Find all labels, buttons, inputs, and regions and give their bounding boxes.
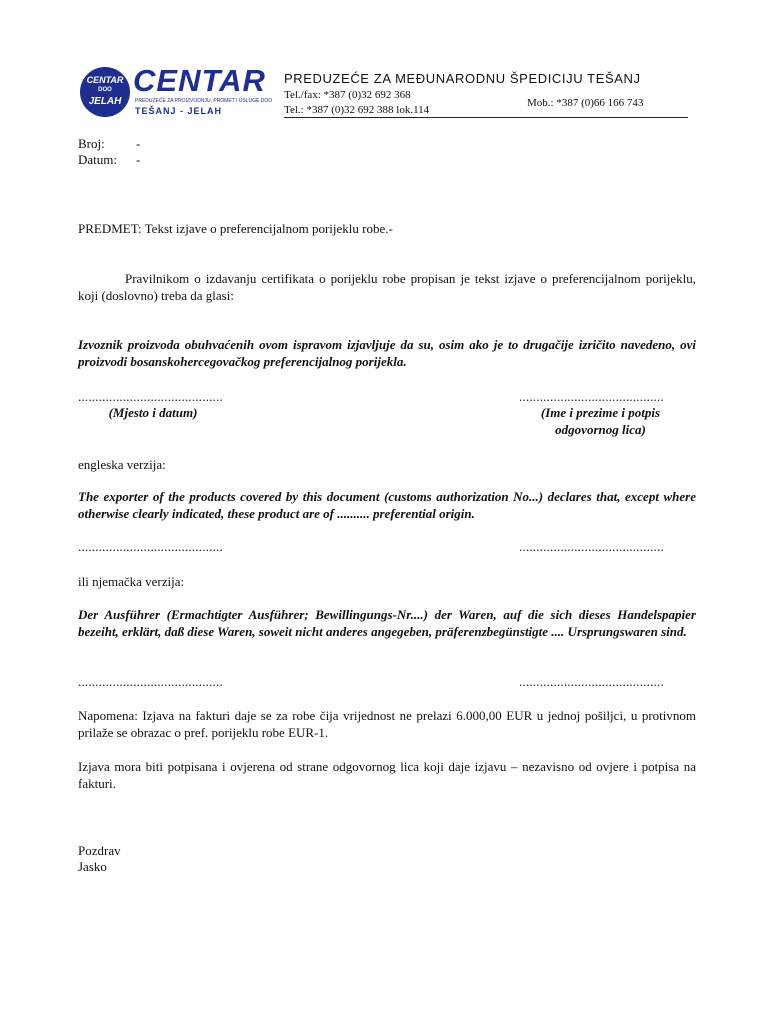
- company-name: PREDUZEĆE ZA MEĐUNARODNU ŠPEDICIJU TEŠANJ: [284, 71, 641, 86]
- declaration-english: The exporter of the products covered by this document (customs authorization No...) declares that, except where otherwise clearly indicated, these product are of .......... preferential origin.: [78, 489, 696, 521]
- intro-paragraph: Pravilnikom o izdavanju certifikata o porijeklu robe propisan je tekst izjave o preferencijalnom porijeklu, koji (doslovno) treba da glasi:: [78, 271, 696, 303]
- header-divider: [284, 117, 688, 118]
- company-logo: [80, 63, 273, 119]
- broj-label: Broj:: [78, 136, 105, 151]
- tel-fax: Tel./fax: *387 (0)32 692 368: [284, 89, 411, 101]
- english-version-label: engleska verzija:: [78, 457, 166, 472]
- declaration-bosnian: Izvoznik proizvoda obuhvaćenih ovom ispravom izjavljuje da su, osim ako je to drugačije izričito navedeno, ovi proizvodi bosanskohercegovačkog preferencijalnog porijekla.: [78, 337, 696, 369]
- logo-tagline: PREDUZEĆE ZA PROIZVODNJU, PROMET I USLUGE DOO: [135, 98, 273, 104]
- place-date-line: ..........................................: [78, 389, 223, 404]
- broj-value: -: [136, 136, 141, 151]
- place-date-caption: (Mjesto i datum): [108, 405, 198, 420]
- logo-wordmark: CENTAR: [133, 63, 266, 98]
- logo-emblem-bottom: JELAH: [88, 96, 122, 107]
- signature-line: ..........................................: [519, 389, 664, 404]
- name-signature-caption-line2: odgovornog lica): [555, 422, 646, 437]
- sender-name: Jasko: [78, 859, 107, 874]
- note-paragraph: Napomena: Izjava na fakturi daje se za robe čija vrijednost ne prelazi 6.000,00 EUR u jednoj pošiljci, u protivnom prilaže se obrazac o pref. porijeklu robe EUR-1.: [78, 708, 696, 740]
- datum-label: Datum:: [78, 152, 117, 167]
- logo-city: TEŠANJ - JELAH: [135, 106, 223, 116]
- closing-greeting: Pozdrav: [78, 843, 121, 858]
- declaration-german: Der Ausführer (Ermachtigter Ausführer; Bewillingungs-Nr....) der Waren, auf die sich dieses Handelspapier bezeiht, erklärt, daß diese Waren, soweit nicht anderes angegeben, präferenzbegünstigte .... Ursprungswaren sind.: [78, 607, 696, 639]
- signing-requirement-paragraph: Izjava mora biti potpisana i ovjerena od strane odgovornog lica koji daje izjavu – nezavisno od ovjere i potpisa na fakturi.: [78, 759, 696, 791]
- subject-line: PREDMET: Tekst izjave o preferencijalnom porijeklu robe.-: [78, 221, 393, 236]
- signature-line-de: ..........................................: [519, 674, 664, 689]
- logo-emblem-top: CENTAR: [86, 75, 124, 85]
- name-signature-caption-line1: (Ime i prezime i potpis: [540, 405, 661, 420]
- signature-line-en: ..........................................: [519, 539, 664, 554]
- mobile-number: Mob.: *387 (0)66 166 743: [527, 97, 644, 109]
- place-date-line-de: ..........................................: [78, 674, 223, 689]
- logo-emblem-mid: DOO: [98, 87, 112, 93]
- datum-value: -: [136, 152, 141, 167]
- logo-emblem: [80, 67, 130, 117]
- place-date-line-en: ..........................................: [78, 539, 223, 554]
- tel-number: Tel.: *387 (0)32 692 388 lok.114: [284, 104, 430, 116]
- german-version-label: ili njemačka verzija:: [78, 574, 185, 589]
